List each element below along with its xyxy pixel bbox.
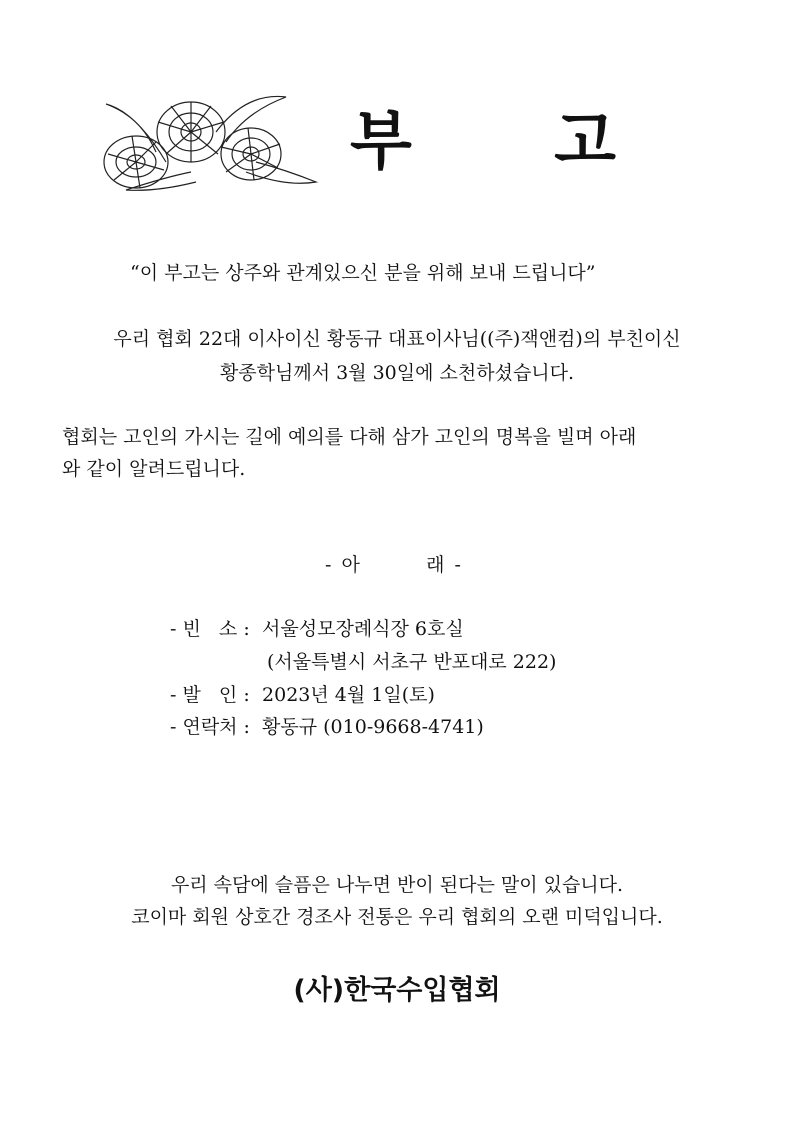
body-line-1: 협회는 고인의 가시는 길에 예의를 다해 삼가 고인의 명복을 빌며 아래: [62, 426, 637, 448]
venue-label: - 빈 소 :: [170, 618, 250, 640]
announcement-line-2: 황종학님께서 3월 30일에 소천하셨습니다.: [219, 362, 575, 384]
chrysanthemum-icon: [96, 92, 321, 198]
announcement-line-1: 우리 협회 22대 이사이신 황동규 대표이사님((주)잭앤컴)의 부친이신: [113, 328, 681, 350]
departure-row: [170, 684, 435, 707]
venue-row: [170, 618, 464, 641]
body-line-2: 와 같이 알려드립니다.: [62, 458, 246, 480]
contact-label: - 연락처 :: [170, 716, 250, 738]
closing-line-2: 코이마 회원 상호간 경조사 전통은 우리 협회의 오랜 미덕입니다.: [131, 906, 663, 928]
contact-value: 황동규 (010-9668-4741): [262, 716, 484, 738]
venue-address: (서울특별시 서초구 반포대로 222): [267, 651, 557, 673]
departure-label: - 발 인 :: [170, 684, 250, 706]
page-title: 부 고: [350, 104, 676, 179]
notice-heading: - 아 래 -: [325, 554, 463, 576]
closing-line-1: 우리 속담에 슬픔은 나누면 반이 된다는 말이 있습니다.: [170, 874, 624, 896]
organization-name: (사)한국수입협회: [293, 975, 501, 1006]
departure-value: 2023년 4월 1일(토): [262, 684, 435, 706]
notice-quote: “이 부고는 상주와 관계있으신 분을 위해 보내 드립니다”: [130, 262, 596, 284]
contact-row: [170, 716, 484, 739]
venue-value: 서울성모장례식장 6호실: [262, 618, 464, 640]
